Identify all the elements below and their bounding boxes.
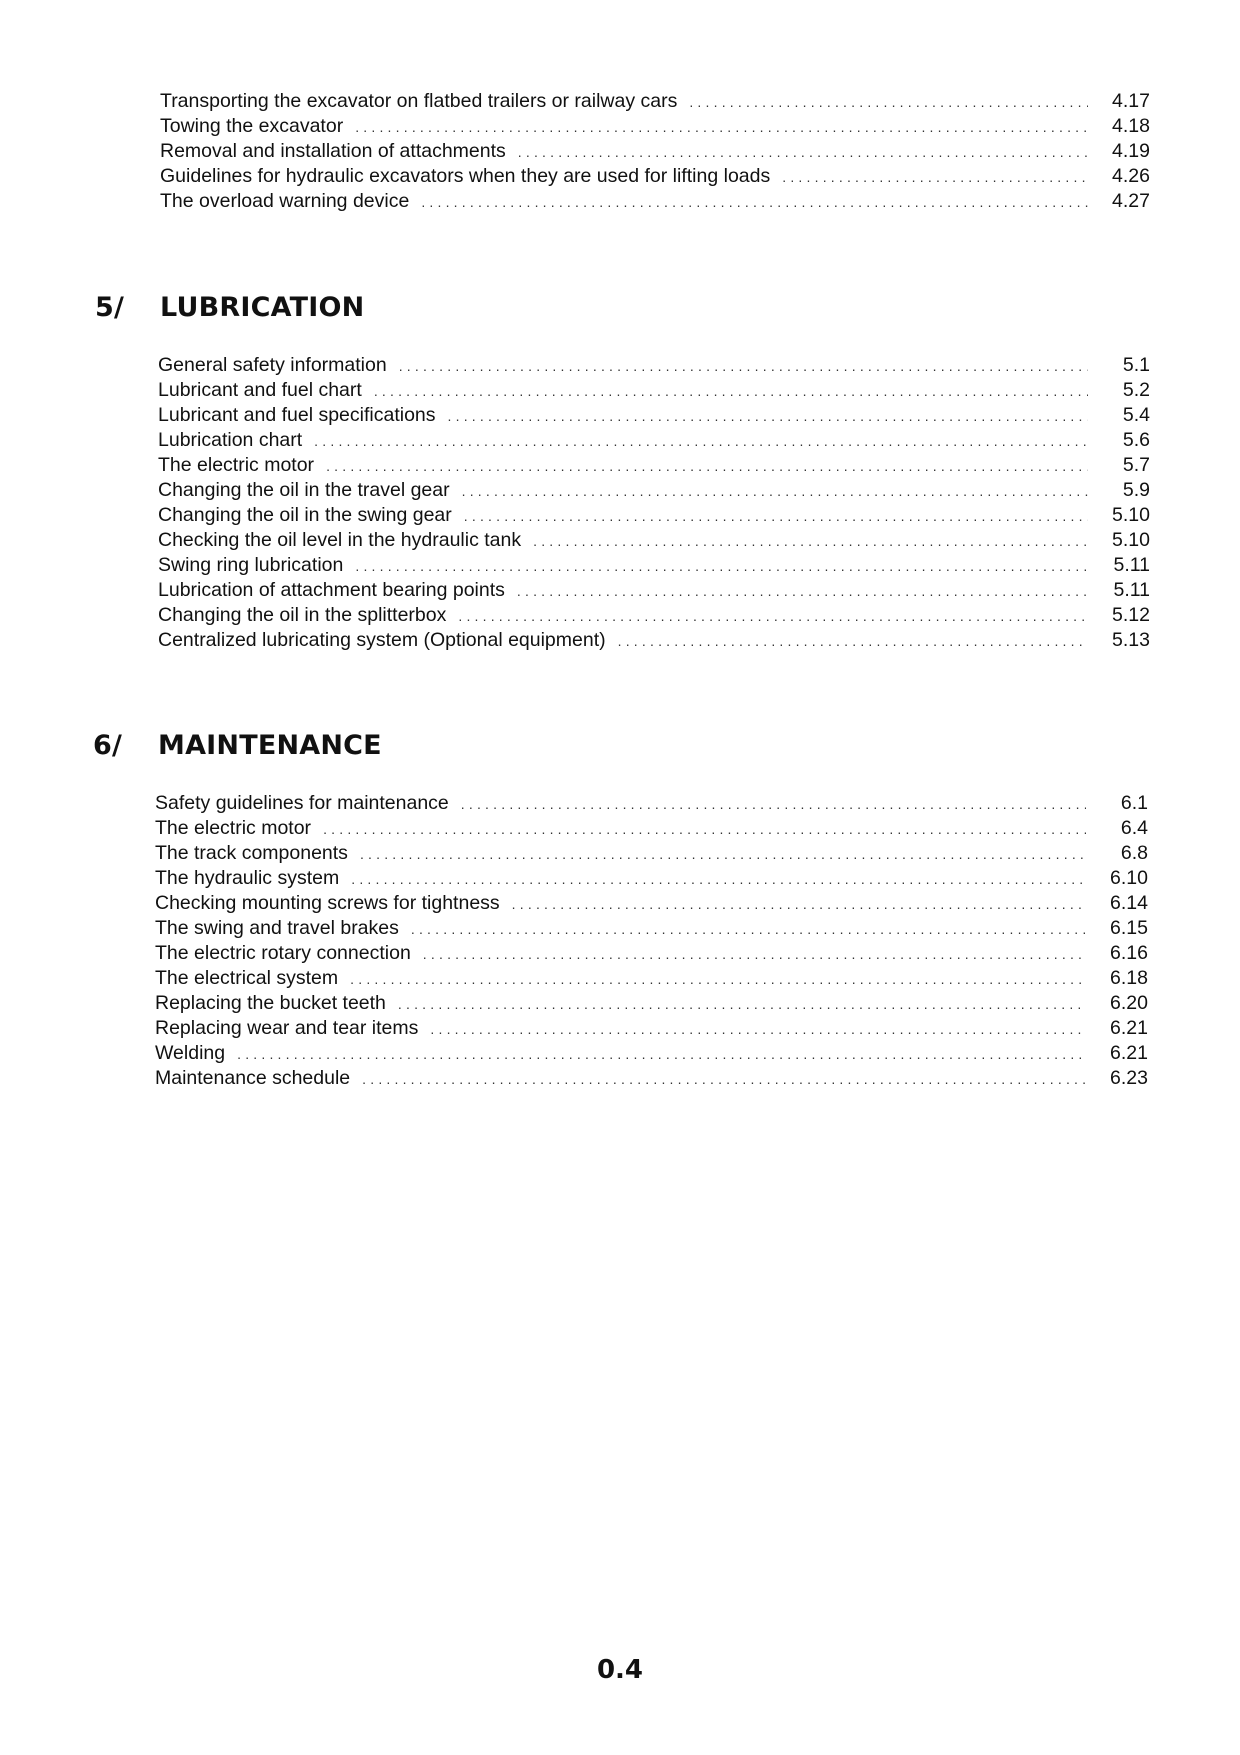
toc-entry-title: The electric motor (155, 817, 312, 839)
toc-entry-title: Welding (155, 1042, 226, 1064)
toc-entry[interactable] (158, 528, 1150, 553)
toc-entry-page: 6.21 (1110, 1017, 1148, 1039)
dot-leader (314, 429, 1088, 454)
toc-entry-title: Lubricant and fuel specifications (158, 404, 436, 426)
toc-entry[interactable] (155, 816, 1148, 841)
toc-entry-title: Maintenance schedule (155, 1067, 351, 1089)
toc-section-4-list (160, 89, 1150, 214)
toc-entry[interactable] (155, 966, 1148, 991)
toc-entry-page: 5.9 (1122, 479, 1150, 501)
dot-leader (430, 1017, 1086, 1042)
toc-entry-title: Checking the oil level in the hydraulic tank (158, 529, 522, 551)
dot-leader (618, 629, 1088, 654)
toc-entry-page: 6.10 (1110, 867, 1148, 889)
toc-entry-page: 6.4 (1120, 817, 1148, 839)
dot-leader (411, 917, 1086, 942)
toc-entry-title: Changing the oil in the swing gear (158, 504, 452, 526)
section-5-heading (95, 292, 365, 323)
toc-entry[interactable] (158, 403, 1150, 428)
toc-entry[interactable] (155, 866, 1148, 891)
toc-entry[interactable] (155, 941, 1148, 966)
dot-leader (421, 190, 1088, 215)
dot-leader (518, 140, 1088, 165)
dot-leader (362, 1067, 1086, 1092)
toc-entry-title: Removal and installation of attachments (160, 140, 506, 162)
toc-entry-page: 6.23 (1110, 1067, 1148, 1089)
toc-entry-title: Lubricant and fuel chart (158, 379, 362, 401)
toc-entry[interactable] (158, 603, 1150, 628)
toc-entry-page: 6.20 (1110, 992, 1148, 1014)
toc-entry-page: 5.1 (1122, 354, 1150, 376)
dot-leader (323, 817, 1086, 842)
dot-leader (398, 992, 1086, 1017)
toc-entry-title: The overload warning device (160, 190, 410, 212)
toc-entry-page: 6.14 (1110, 892, 1148, 914)
toc-entry-page: 4.18 (1112, 115, 1150, 137)
toc-entry[interactable] (158, 628, 1150, 653)
dot-leader (458, 604, 1088, 629)
dot-leader (355, 115, 1088, 140)
toc-entry-page: 5.6 (1122, 429, 1150, 451)
toc-entry-title: Replacing the bucket teeth (155, 992, 386, 1014)
section-6-title: MAINTENANCE (158, 730, 382, 761)
toc-entry-page: 6.18 (1110, 967, 1148, 989)
toc-entry[interactable] (155, 891, 1148, 916)
toc-entry[interactable] (158, 428, 1150, 453)
toc-entry-title: The electrical system (155, 967, 339, 989)
dot-leader (423, 942, 1086, 967)
toc-entry-title: Guidelines for hydraulic excavators when they are used for lifting loads (160, 165, 771, 187)
toc-entry-title: Centralized lubricating system (Optional equipment) (158, 629, 606, 651)
dot-leader (512, 892, 1086, 917)
toc-entry-page: 5.4 (1122, 404, 1150, 426)
toc-entry-page: 5.12 (1112, 604, 1150, 626)
toc-entry-title: Changing the oil in the splitterbox (158, 604, 447, 626)
toc-entry-title: Safety guidelines for maintenance (155, 792, 449, 814)
dot-leader (517, 579, 1088, 604)
toc-entry-page: 6.16 (1110, 942, 1148, 964)
dot-leader (360, 842, 1086, 867)
section-6-heading (93, 730, 382, 761)
toc-entry-title: Replacing wear and tear items (155, 1017, 419, 1039)
toc-entry-title: Towing the excavator (160, 115, 344, 137)
dot-leader (464, 504, 1088, 529)
toc-entry-page: 6.8 (1120, 842, 1148, 864)
toc-entry-attachments[interactable] (160, 139, 1150, 164)
toc-entry-lifting-guidelines[interactable] (160, 164, 1150, 189)
toc-entry[interactable] (155, 991, 1148, 1016)
toc-entry-title: Lubrication chart (158, 429, 303, 451)
toc-entry-page: 4.27 (1112, 190, 1150, 212)
toc-entry-page: 5.10 (1112, 504, 1150, 526)
toc-entry-overload-warning[interactable] (160, 189, 1150, 214)
toc-entry[interactable] (155, 916, 1148, 941)
dot-leader (448, 404, 1088, 429)
toc-entry-page: 4.17 (1112, 90, 1150, 112)
toc-entry-title: The swing and travel brakes (155, 917, 399, 939)
toc-entry[interactable] (155, 841, 1148, 866)
toc-entry-page: 5.7 (1122, 454, 1150, 476)
dot-leader (461, 792, 1086, 817)
section-6-number: 6/ (93, 730, 123, 761)
dot-leader (782, 165, 1088, 190)
section-5-title: LUBRICATION (160, 292, 365, 323)
toc-entry-title: General safety information (158, 354, 387, 376)
toc-entry-title: The electric rotary connection (155, 942, 411, 964)
toc-entry-title: Changing the oil in the travel gear (158, 479, 450, 501)
toc-entry[interactable] (158, 553, 1150, 578)
toc-entry[interactable] (155, 791, 1148, 816)
toc-entry-title: Swing ring lubrication (158, 554, 344, 576)
dot-leader (399, 354, 1088, 379)
dot-leader (350, 967, 1086, 992)
toc-entry[interactable] (155, 1041, 1148, 1066)
toc-entry[interactable] (158, 353, 1150, 378)
dot-leader (237, 1042, 1086, 1067)
toc-entry-title: The electric motor (158, 454, 315, 476)
dot-leader (351, 867, 1086, 892)
toc-entry-page: 4.26 (1112, 165, 1150, 187)
toc-entry-title: The track components (155, 842, 348, 864)
page-number: 0.4 (596, 1655, 644, 1685)
dot-leader (326, 454, 1088, 479)
toc-entry-page: 5.10 (1112, 529, 1150, 551)
toc-entry-page: 5.2 (1122, 379, 1150, 401)
toc-entry-title: Lubrication of attachment bearing points (158, 579, 505, 601)
toc-entry-page: 6.15 (1110, 917, 1148, 939)
toc-section-5-list (158, 353, 1150, 653)
toc-entry-page: 5.13 (1112, 629, 1150, 651)
toc-entry-page: 5.11 (1113, 554, 1150, 576)
toc-section-6-list (155, 791, 1148, 1091)
dot-leader (374, 379, 1088, 404)
toc-entry[interactable] (158, 478, 1150, 503)
toc-entry-page: 4.19 (1112, 140, 1150, 162)
toc-entry[interactable] (158, 453, 1150, 478)
toc-entry-towing[interactable] (160, 114, 1150, 139)
toc-entry-title: Checking mounting screws for tightness (155, 892, 500, 914)
toc-entry-page: 6.21 (1110, 1042, 1148, 1064)
toc-entry[interactable] (158, 578, 1150, 603)
section-5-number: 5/ (95, 292, 125, 323)
dot-leader (355, 554, 1088, 579)
dot-leader (462, 479, 1088, 504)
toc-entry-page: 5.11 (1113, 579, 1150, 601)
toc-entry[interactable] (155, 1016, 1148, 1041)
toc-entry[interactable] (158, 378, 1150, 403)
toc-entry-transporting[interactable] (160, 89, 1150, 114)
toc-entry[interactable] (155, 1066, 1148, 1091)
dot-leader (533, 529, 1088, 554)
toc-entry[interactable] (158, 503, 1150, 528)
toc-entry-page: 6.1 (1120, 792, 1148, 814)
toc-entry-title: Transporting the excavator on flatbed trailers or railway cars (160, 90, 678, 112)
toc-entry-title: The hydraulic system (155, 867, 340, 889)
dot-leader (689, 90, 1088, 115)
